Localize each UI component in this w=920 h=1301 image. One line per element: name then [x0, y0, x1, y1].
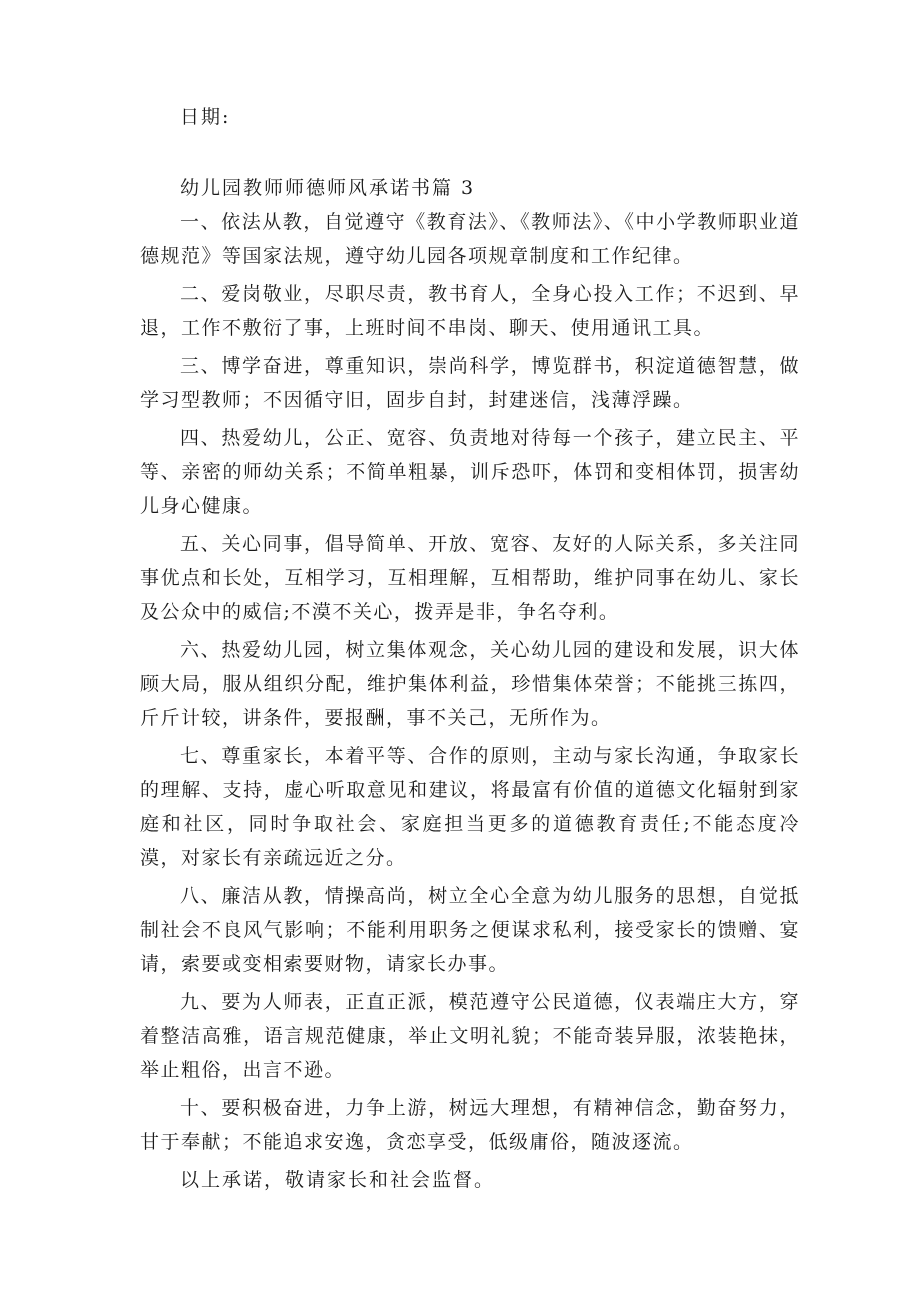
- date-label: 日期:: [180, 106, 231, 128]
- paragraph-3: 三、博学奋进，尊重知识，崇尚科学，博览群书，积淀道德智慧，做学习型教师；不因循守旧，固步自封，封建迷信，浅薄浮躁。: [140, 355, 800, 411]
- paragraph-6: 六、热爱幼儿园，树立集体观念，关心幼儿园的建设和发展，识大体顾大局，服从组织分配，维护集体利益，珍惜集体荣誉；不能挑三拣四，斤斤计较，讲条件，要报酬，事不关己，无所作为。: [140, 639, 800, 729]
- document-title: 幼儿园教师师德师风承诺书篇 3: [180, 177, 476, 199]
- document-page: [140, 100, 800, 1197]
- paragraph-10: 十、要积极奋进，力争上游，树远大理想，有精神信念，勤奋努力，甘于奉献；不能追求安逸，贪恋享受，低级庸俗，随波逐流。: [140, 1097, 800, 1153]
- paragraph-7: 七、尊重家长，本着平等、合作的原则，主动与家长沟通，争取家长的理解、支持，虚心听取意见和建议，将最富有价值的道德文化辐射到家庭和社区，同时争取社会、家庭担当更多的道德教育责任;不能态度冷漠，对家长有亲疏远近之分。: [140, 745, 800, 869]
- paragraph-8: 八、廉洁从教，情操高尚，树立全心全意为幼儿服务的思想，自觉抵制社会不良风气影响；不能利用职务之便谋求私利，接受家长的馈赠、宴请，索要或变相索要财物，请家长办事。: [140, 885, 800, 975]
- paragraph-1: 一、依法从教，自觉遵守《教育法》、《教师法》、《中小学教师职业道德规范》等国家法规，遵守幼儿园各项规章制度和工作纪律。: [140, 211, 800, 267]
- paragraph-2: 二、爱岗敬业，尽职尽责，教书育人，全身心投入工作；不迟到、早退，工作不敷衍了事，上班时间不串岗、聊天、使用通讯工具。: [140, 283, 800, 339]
- paragraph-5: 五、关心同事，倡导简单、开放、宽容、友好的人际关系，多关注同事优点和长处，互相学习，互相理解，互相帮助，维护同事在幼儿、家长及公众中的威信;不漠不关心，拨弄是非，争名夺利。: [140, 533, 800, 623]
- paragraph-9: 九、要为人师表，正直正派，模范遵守公民道德，仪表端庄大方，穿着整洁高雅，语言规范健康，举止文明礼貌；不能奇装异服，浓装艳抹，举止粗俗，出言不逊。: [140, 991, 800, 1081]
- paragraph-4: 四、热爱幼儿，公正、宽容、负责地对待每一个孩子，建立民主、平等、亲密的师幼关系；不简单粗暴，训斥恐吓，体罚和变相体罚，损害幼儿身心健康。: [140, 427, 800, 517]
- closing-statement: 以上承诺，敬请家长和社会监督。: [180, 1169, 496, 1191]
